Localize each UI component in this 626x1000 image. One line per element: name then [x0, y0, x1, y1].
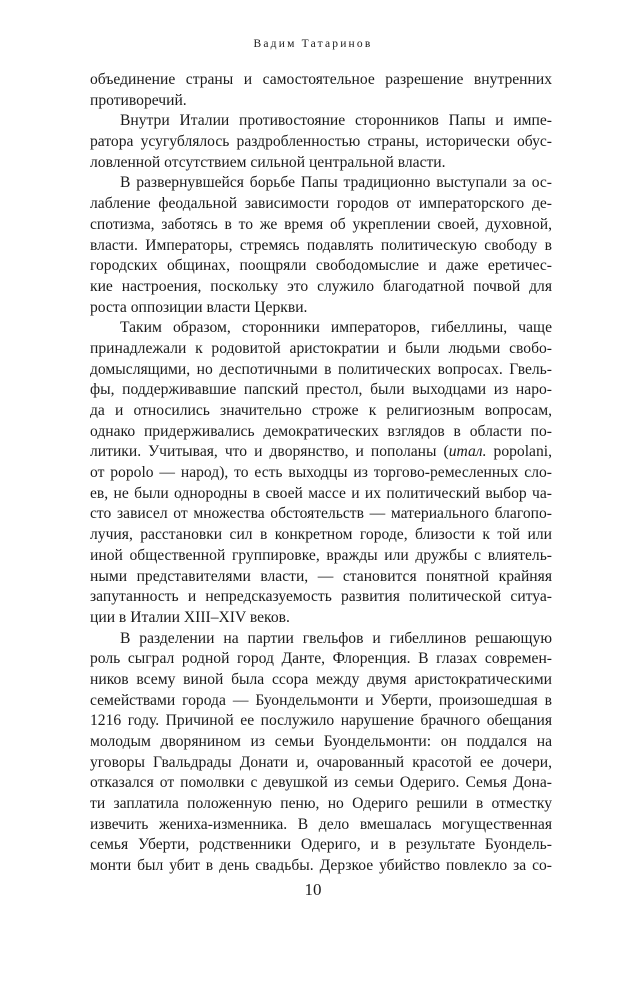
text-line: извечить жениха-изменника. В дело вмешалась могущественная [90, 815, 552, 833]
text-line: ратора усугублялось раздробленностью страны, исторически обус- [90, 133, 552, 151]
text-line: семействами города — Буондельмонти и Уберти, произошедшая в [90, 691, 552, 709]
text-line: Внутри Италии противостояние сторонников Папы и импе- [120, 112, 552, 130]
text-line: литики. Учитывая, что и дворянство, и пополаны (итал. popolani, [90, 443, 552, 461]
text-line: домыслящими, но деспотичными в политических вопросах. Гвель- [90, 360, 552, 378]
text-line: противоречий. [90, 91, 187, 109]
text-line: фы, поддерживавшие папский престол, были выходцами из наро- [90, 381, 552, 399]
text-line: роста оппозиции власти Церкви. [90, 298, 308, 316]
text-line: молодым дворянином из семьи Буондельмонти: он поддался на [90, 733, 552, 750]
text-line: да и относились значительно строже к религиозным вопросам, [90, 402, 552, 419]
text-line: сто зависел от множества обстоятельств — материального благопо- [90, 505, 552, 523]
running-header [0, 38, 626, 50]
text-line: принадлежали к родовитой аристократии и были людьми свобо- [90, 339, 552, 357]
body-text [90, 70, 552, 877]
text-line: уговоры Гвальдрады Донати и, очарованный красотой ее дочери, [90, 753, 552, 771]
text-line: ев, не были однородны в своей массе и их политический выбор ча- [90, 484, 552, 502]
text-line: 1216 году. Причиной ее послужило нарушение брачного обещания [90, 712, 552, 730]
page-number: 10 [304, 880, 322, 899]
text-line: спотизма, заботясь в то же время об укреплении своей, духовной, [90, 215, 552, 233]
text-line: В развернувшейся борьбе Папы традиционно выступали за ос- [120, 174, 552, 192]
text-line: кие настроения, поскольку это служило благодатной почвой для [90, 277, 552, 295]
text-line: городских общинах, поощряли свободомыслие и даже еретичес- [90, 257, 552, 275]
text-line: отказался от помолвки с девушкой из семьи Одериго. Семья Дона- [90, 774, 552, 792]
text-line: ти заплатила положенную пеню, но Одериго решили в отместку [90, 795, 552, 813]
text-line: ловленной отсутствием сильной центральной власти. [90, 153, 446, 171]
author-name: Вадим Татаринов [253, 38, 373, 50]
text-line: лабление феодальной зависимости городов от императорского де- [90, 195, 552, 213]
text-line: Таким образом, сторонники императоров, гибеллины, чаще [120, 319, 552, 337]
text-line: лучия, расстановки сил в конкретном городе, близости к той или [90, 526, 552, 544]
text-line: семья Уберти, родственники Одериго, и в результате Буондель- [90, 836, 552, 854]
text-line: ции в Италии XIII–XIV веков. [90, 608, 290, 626]
text-line: объединение страны и самостоятельное разрешение внутренних [90, 71, 552, 88]
text-line: монти был убит в день свадьбы. Дерзкое убийство повлекло за со- [90, 857, 552, 875]
text-line: роль сыграл родной город Данте, Флоренция. В глазах современ- [90, 650, 552, 668]
text-line: запутанность и непредсказуемость развития политической ситуа- [90, 588, 552, 606]
text-line: однако придерживались демократических взглядов в области по- [90, 422, 552, 440]
text-line: власти. Императоры, стремясь подавлять политическую свободу в [90, 236, 552, 254]
text-line: ными представителями власти, — становится понятной крайняя [90, 567, 552, 585]
text-line: от popolo — народ), то есть выходцы из торгово-ремесленных сло- [90, 464, 552, 482]
text-line: иной общественной группировке, вражды или дружбы с влиятель- [90, 546, 552, 564]
text-line: В разделении на партии гвельфов и гибеллинов решающую [120, 629, 552, 647]
text-line: ников всему виной была ссора между двумя аристократическими [90, 670, 552, 688]
